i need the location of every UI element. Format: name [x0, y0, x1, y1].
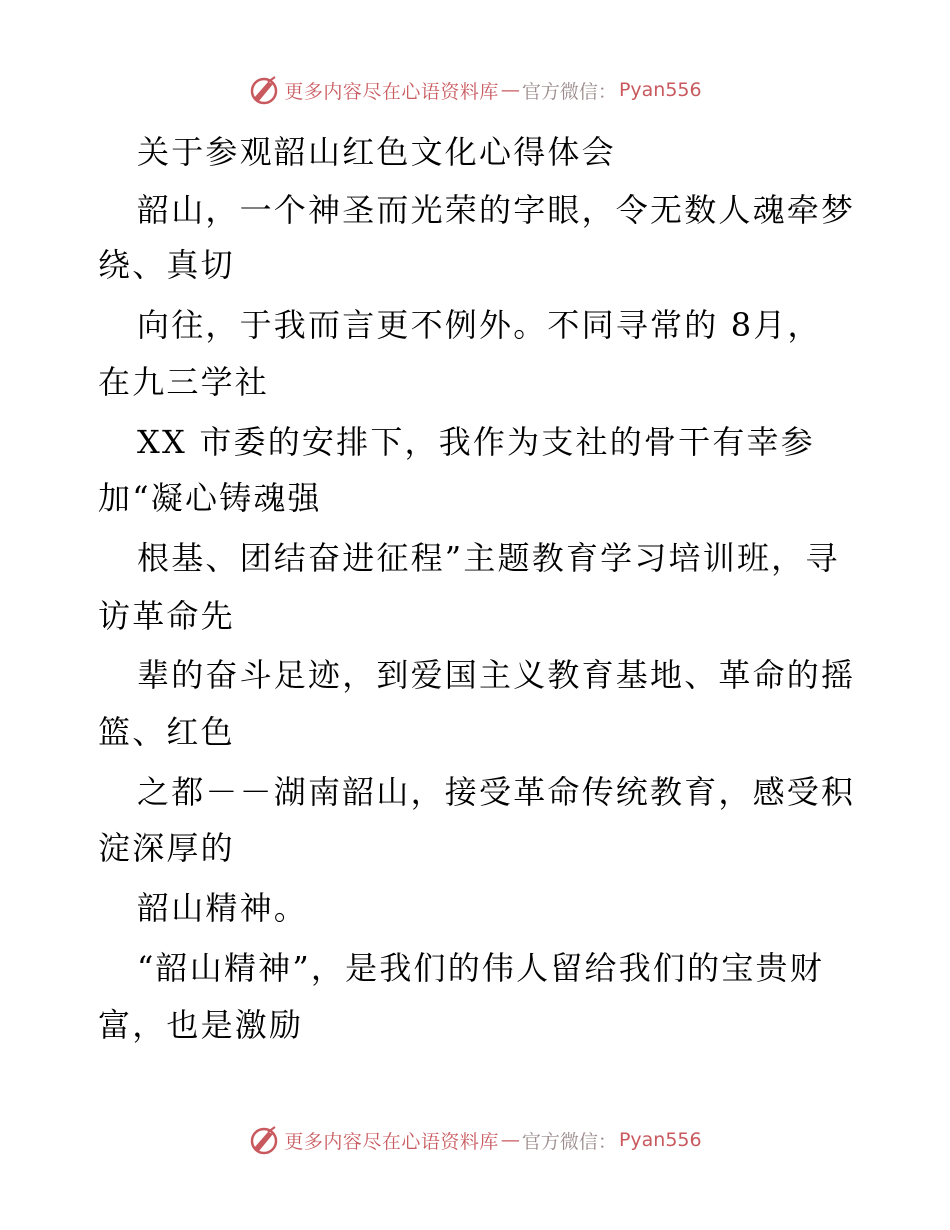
text-line: 访革命先: [98, 597, 235, 635]
text-line: 向往，于我而言更不例外。不同寻常的 8月，: [137, 306, 822, 344]
footer-banner: [0, 1120, 950, 1160]
text-line: 篮、红色: [98, 713, 235, 751]
banner-slogan: 更多内容尽在心语资料库: [284, 80, 499, 103]
text-line: 辈的奋斗足迹，到爱国主义教育基地、革命的摇: [137, 656, 856, 694]
text-line: 韶山精神。: [137, 889, 309, 927]
text-line: 淀深厚的: [98, 829, 235, 867]
banner-label: 官方微信：: [521, 80, 617, 103]
document-title: 关于参观韶山红色文化心得体会: [137, 133, 616, 171]
banner-wechat-id: Pyan556: [618, 1129, 702, 1151]
banner-wechat-id: Pyan556: [618, 79, 702, 101]
text-line: 之都－－湖南韶山，接受革命传统教育，感受积: [137, 773, 856, 811]
text-line: 绕、真切: [98, 246, 235, 284]
text-line: 富，也是激励: [98, 1006, 304, 1044]
banner-dash: —: [500, 1129, 520, 1151]
header-banner: [0, 70, 950, 110]
text-line: “韶山精神”，是我们的伟人留给我们的宝贵财: [137, 949, 824, 987]
text-line: 韶山，一个神圣而光荣的字眼，令无数人魂牵梦: [137, 191, 856, 229]
banner-label: 官方微信：: [521, 1130, 617, 1153]
text-line: 加“凝心铸魂强: [98, 479, 322, 517]
text-line: XX 市委的安排下，我作为支社的骨干有幸参: [137, 423, 815, 461]
banner-dash: —: [500, 79, 520, 101]
banner-slogan: 更多内容尽在心语资料库: [284, 1130, 499, 1153]
text-line: 在九三学社: [98, 363, 270, 401]
pen-logo-icon: [248, 1124, 280, 1156]
text-line: 根基、团结奋进征程”主题教育学习培训班，寻: [137, 539, 840, 577]
pen-logo-icon: [248, 74, 280, 106]
